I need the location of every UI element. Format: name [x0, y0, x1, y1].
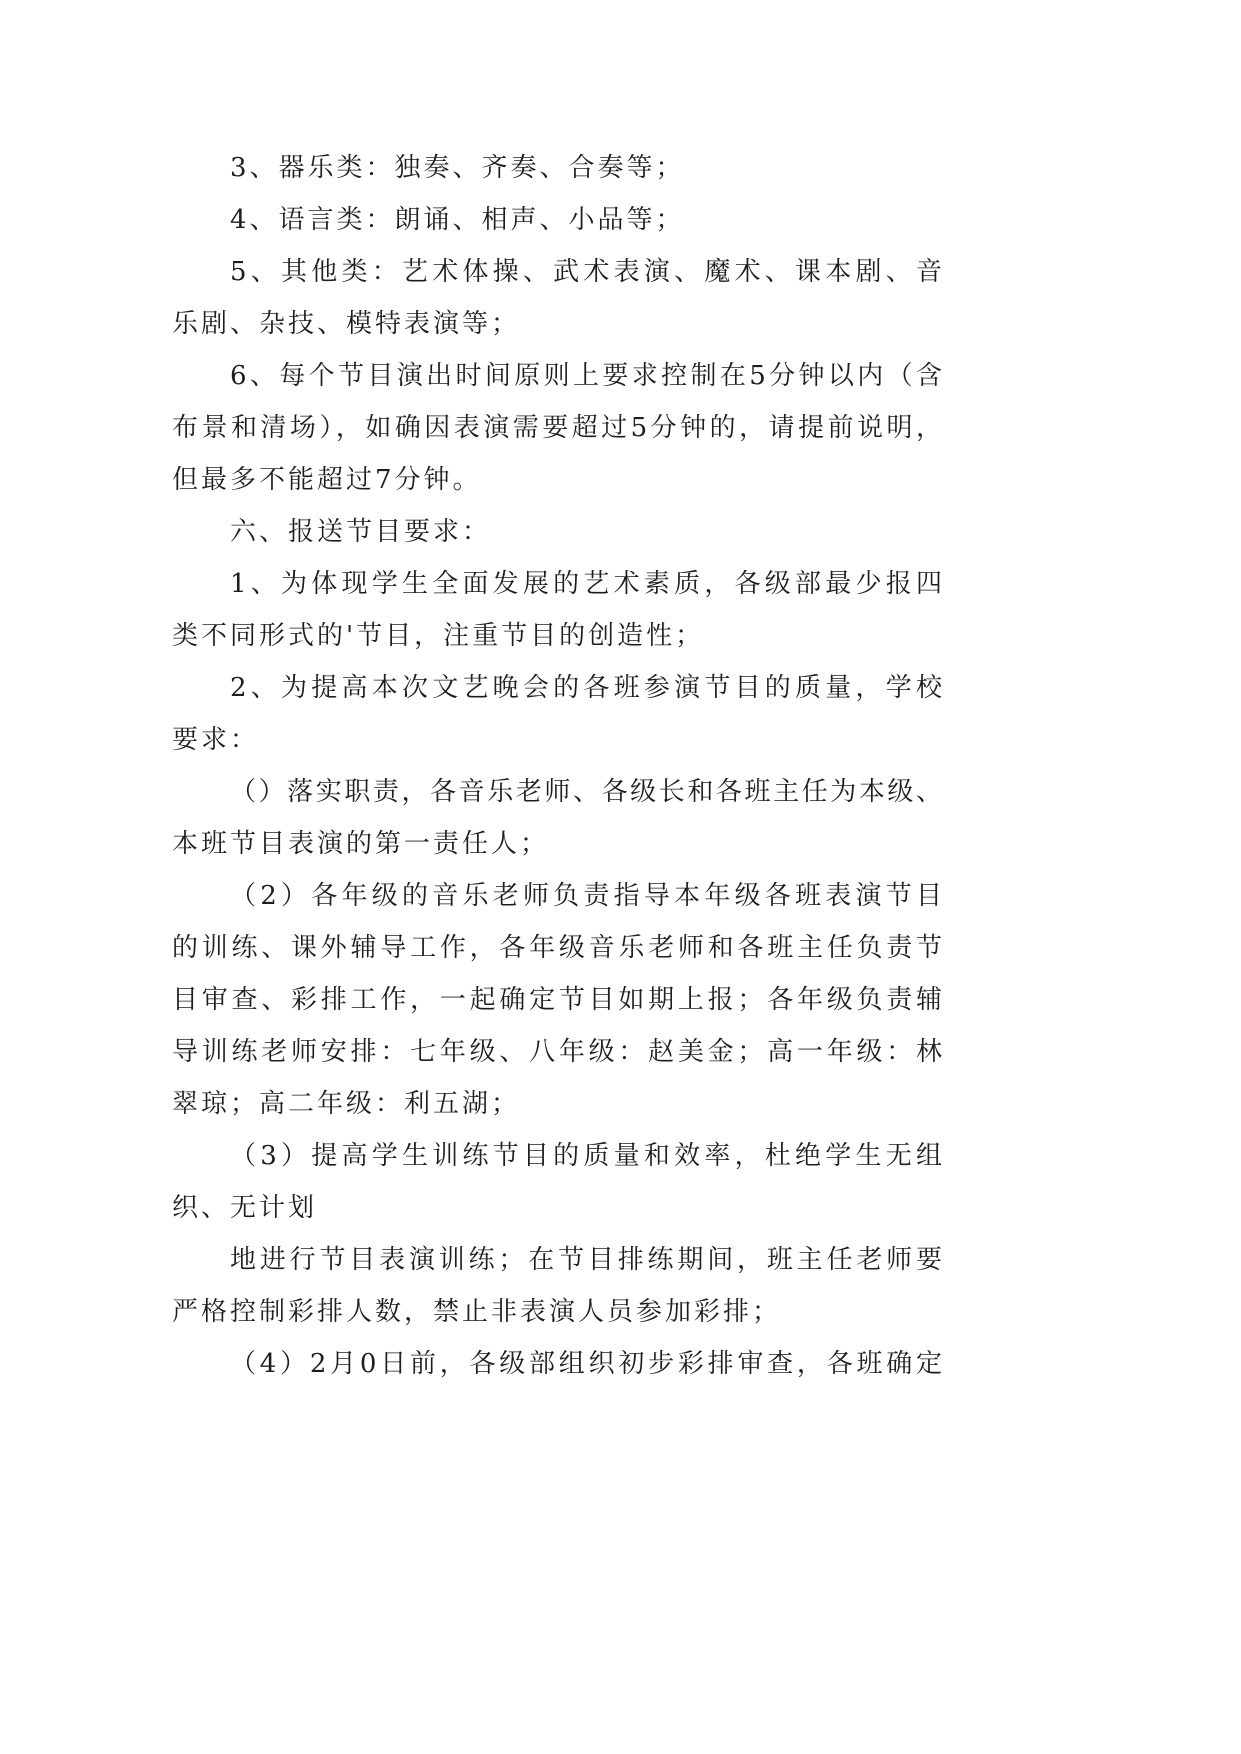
text-line: 翠琼；高二年级：利五湖； [172, 1089, 521, 1119]
text-line: 6、每个节目演出时间原则上要求控制在5分钟以内（含 [230, 361, 946, 391]
text-line: 2、为提高本次文艺晚会的各班参演节目的质量，学校 [230, 673, 947, 703]
text-line: 的训练、课外辅导工作，各年级音乐老师和各班主任负责节 [172, 933, 946, 963]
paragraph-other [172, 246, 947, 350]
paragraph-item-3 [172, 1130, 947, 1234]
text-line: 布景和清场），如确因表演需要超过5分钟的，请提前说明， [172, 413, 946, 443]
paragraph-instrumental [172, 142, 942, 194]
text-line: （4）2月0日前，各级部组织初步彩排审查，各班确定 [230, 1349, 946, 1379]
text-line: 乐剧、杂技、模特表演等； [172, 309, 521, 339]
text-line: 导训练老师安排：七年级、八年级：赵美金；高一年级：林 [172, 1037, 946, 1067]
paragraph-time-limit [172, 350, 946, 506]
text-line: 严格控制彩排人数，禁止非表演人员参加彩排； [172, 1297, 782, 1327]
text-line: 要求： [172, 725, 260, 755]
paragraph-requirement-2 [172, 662, 947, 766]
paragraph-requirement-1 [172, 558, 947, 662]
text-line: 类不同形式的'节目，注重节目的创造性； [172, 621, 705, 651]
text-line: 3、器乐类：独奏、齐奏、合奏等； [230, 153, 685, 183]
text-line: 4、语言类：朗诵、相声、小品等； [230, 205, 685, 235]
text-line: 5、其他类：艺术体操、武术表演、魔术、课本剧、音 [230, 257, 947, 287]
text-line: 但最多不能超过7分钟。 [172, 465, 482, 495]
text-line: 织、无计划 [172, 1193, 318, 1223]
text-line: 1、为体现学生全面发展的艺术素质，各级部最少报四 [230, 569, 947, 599]
text-line: 目审查、彩排工作，一起确定节目如期上报；各年级负责辅 [172, 985, 946, 1015]
text-line: 本班节目表演的第一责任人； [172, 829, 550, 859]
paragraph-item-3-continued [172, 1234, 946, 1338]
paragraph-item-2 [172, 870, 947, 1130]
section-heading-line: 六、报送节目要求： [230, 517, 492, 547]
text-line: （）落实职责，各音乐老师、各级长和各班主任为本级、 [230, 777, 945, 807]
document-body [172, 142, 947, 1390]
paragraph-language [172, 194, 942, 246]
text-line: （3）提高学生训练节目的质量和效率，杜绝学生无组 [230, 1141, 947, 1171]
text-line: （2）各年级的音乐老师负责指导本年级各班表演节目 [230, 881, 947, 911]
text-line: 地进行节目表演训练；在节目排练期间，班主任老师要 [230, 1245, 946, 1275]
section-heading [172, 506, 942, 558]
paragraph-item-4 [172, 1338, 946, 1390]
paragraph-item-1 [172, 766, 945, 870]
